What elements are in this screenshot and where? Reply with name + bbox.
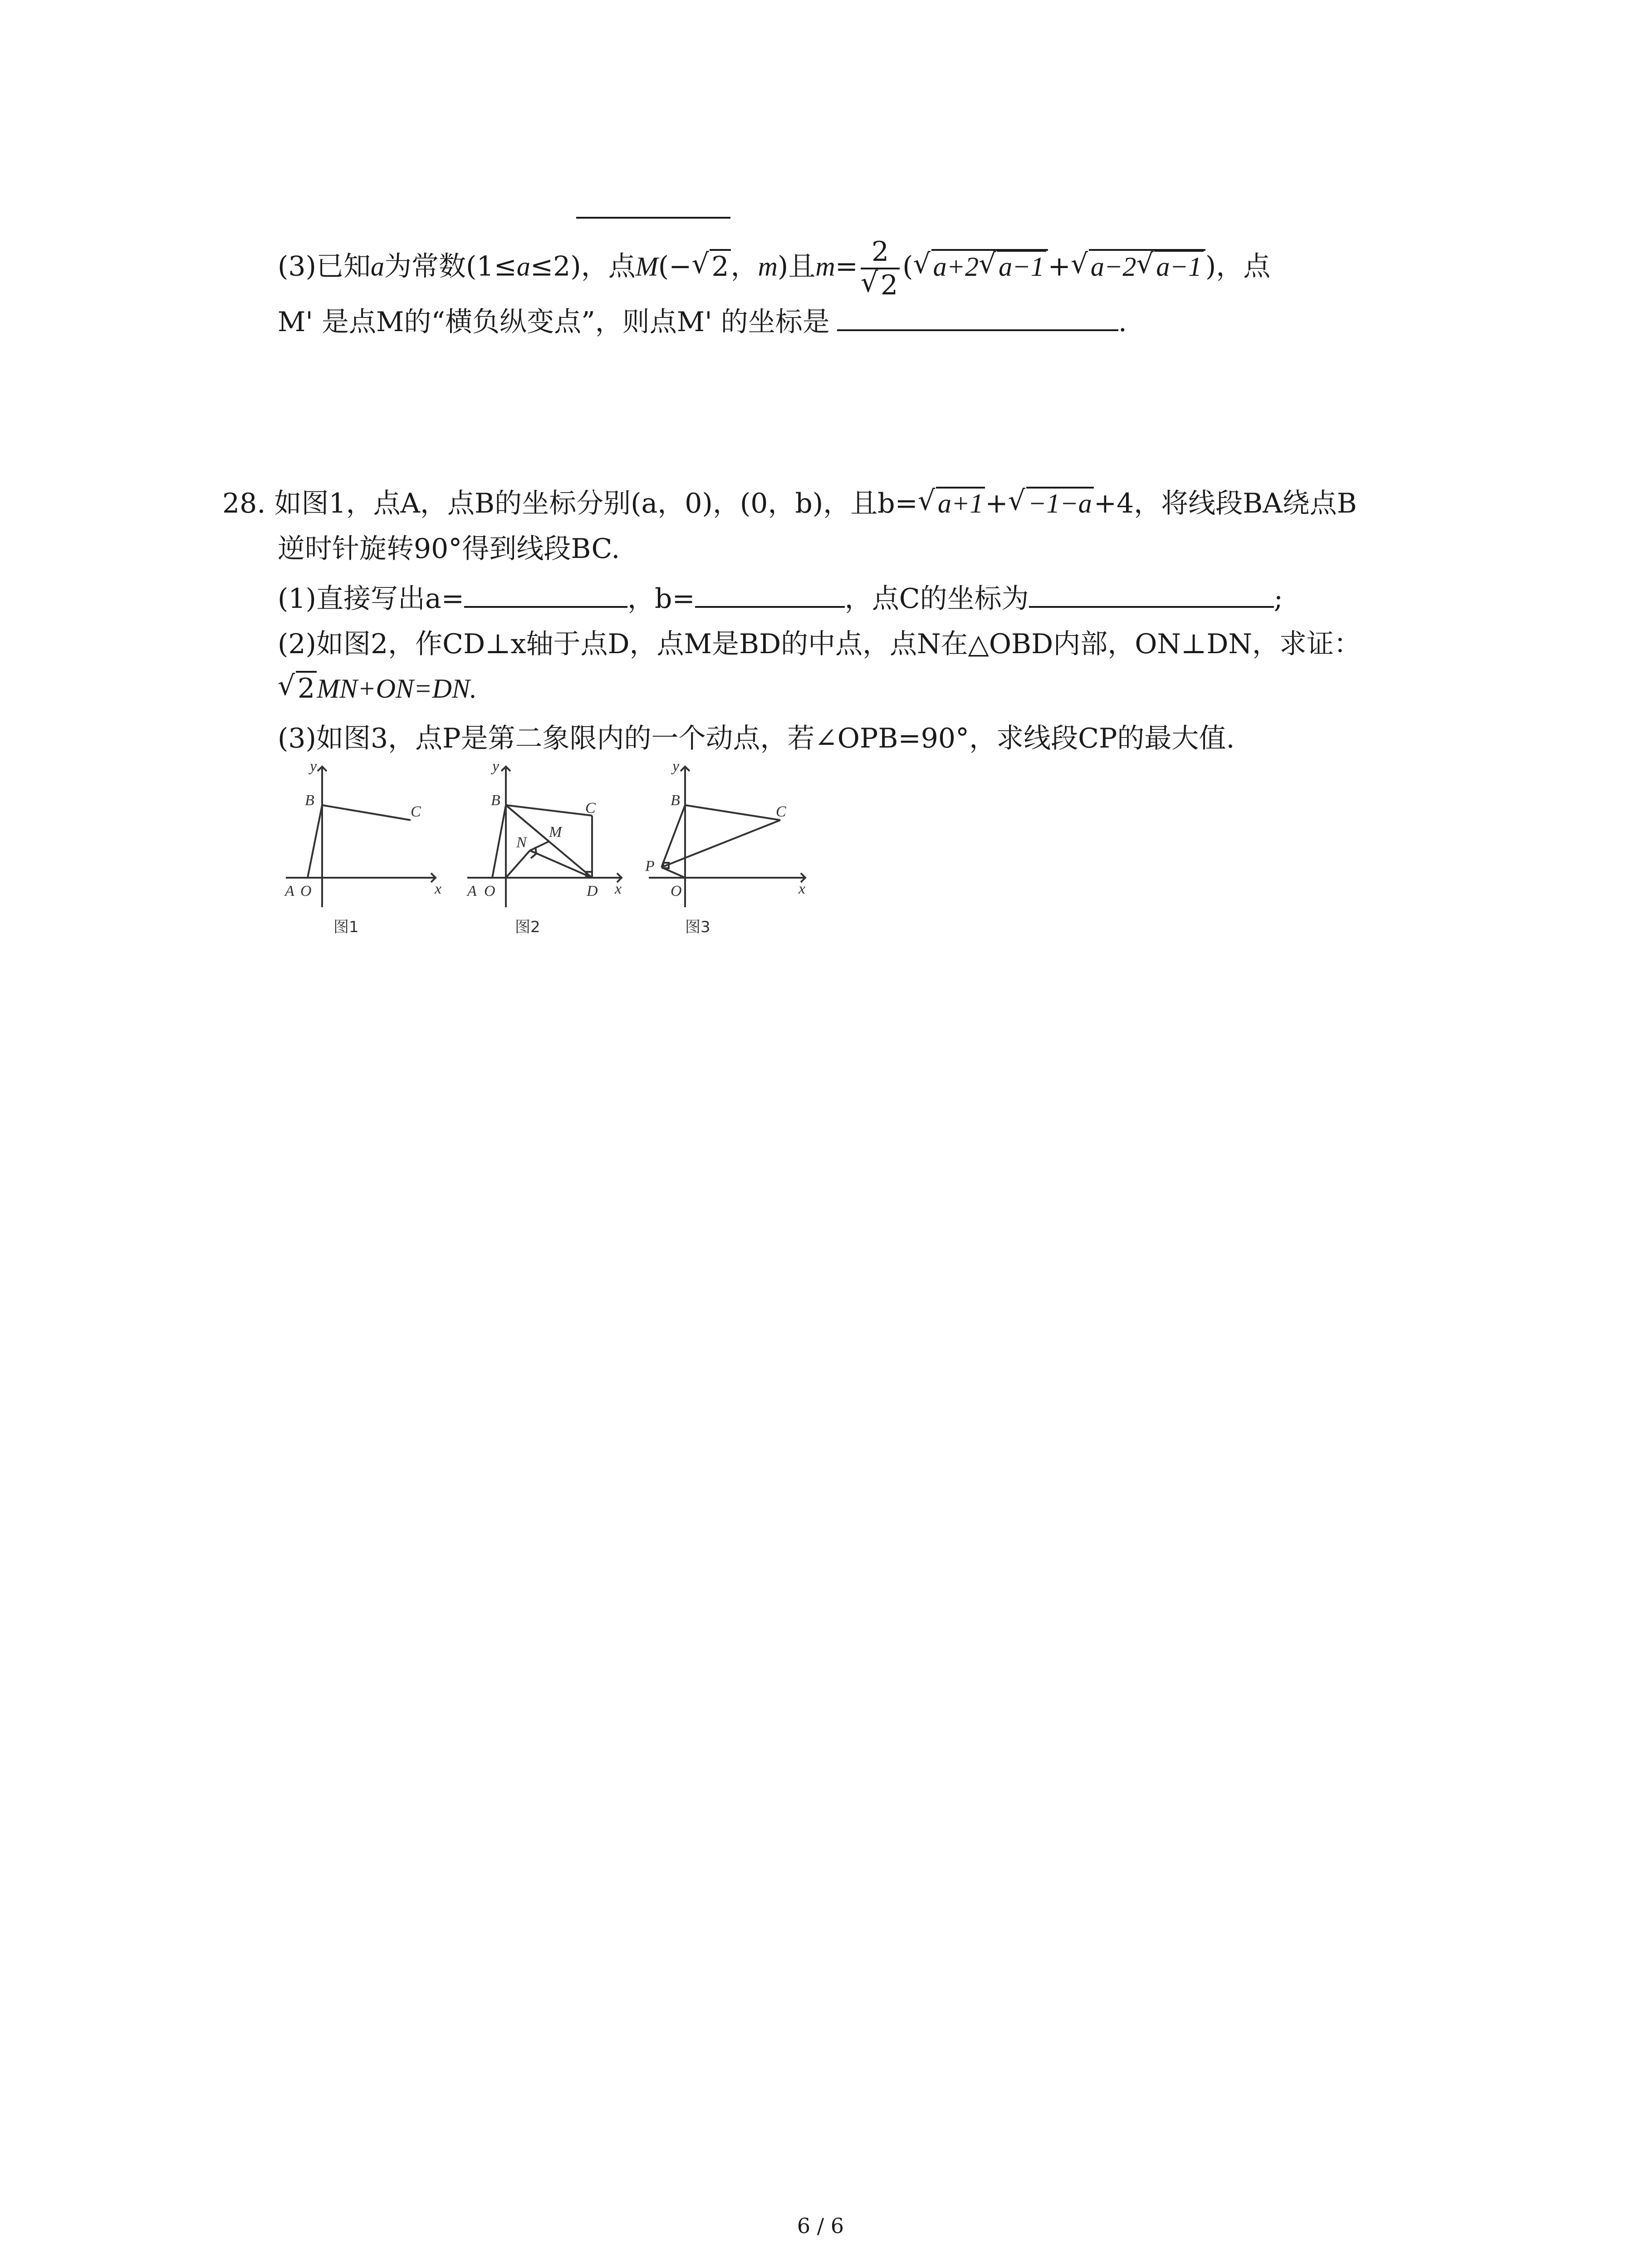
var-a: a [516,251,530,282]
text: ≤2)，点 [530,250,636,283]
caption-fig1: 图1 [333,918,359,936]
text: (3)如图3，点P是第二象限内的一个动点，若∠OPB=90°，求线段CP的最大值. [278,723,1235,754]
sqrt-neg1-minus-a: √ −1−a [1008,485,1094,522]
text: 为常数(1≤ [384,250,517,283]
text: . [1118,306,1127,338]
text: )且 [777,250,816,283]
q28-part3 [278,720,1234,757]
q28-part1 [278,581,1283,617]
text: 逆时针旋转90°得到线段BC. [278,533,620,565]
overline-bar [576,217,730,219]
sqrt-a-plus-1: √ a+1 [918,485,985,522]
q27-part3-line1 [278,236,1270,301]
label-c: C [411,803,421,820]
text: + [985,488,1008,519]
sqrt-two: √ 2 [691,249,730,285]
answer-blank[interactable] [837,304,1118,331]
figure-3 [640,758,821,939]
fraction: 2 √ 2 [861,236,900,301]
answer-blank-b[interactable] [695,581,845,608]
sqrt-two: √ 2 [278,670,317,707]
text: (2)如图2，作CD⊥x轴于点D，点M是BD的中点，点N在△OBD内部，ON⊥DN，求证： [278,628,1361,660]
var-a: a [371,251,384,282]
q28-part2-line1 [278,626,1361,662]
label-m: M [549,824,562,841]
label-c: C [585,800,596,816]
label-b: B [491,792,500,809]
var-m: m [758,251,778,282]
text: ，点C的坐标为 [844,583,1029,615]
label-y: y [310,758,317,775]
label-o: O [671,883,682,899]
var-m: m [815,251,835,282]
text: ( [902,250,913,283]
text: 如图1，点A，点B的坐标分别(a，0)，(0，b)，且b= [274,488,918,519]
label-x: x [615,880,622,897]
label-y: y [492,758,500,775]
label-a: A [467,883,477,899]
label-o: O [300,883,312,899]
q28-part2-line2 [278,670,477,707]
text: = [835,250,858,283]
caption-fig2: 图2 [515,918,540,936]
text: + [1048,250,1071,283]
text: ， [730,250,758,283]
question-number: 28. [222,488,266,519]
label-b: B [671,792,680,809]
label-p: P [645,858,655,875]
label-b: B [305,792,314,809]
figure-1 [272,758,445,939]
label-x: x [798,880,806,897]
text: +4，将线段BA绕点B [1093,488,1357,519]
label-n: N [516,834,527,851]
figure-2 [458,758,631,939]
text: (3)已知 [278,250,371,283]
label-y: y [672,758,680,775]
answer-blank-c[interactable] [1029,581,1274,608]
text: )，点 [1205,250,1271,283]
sqrt-expr-1: √ a+2 √ a−1 [913,249,1048,285]
label-o: O [484,883,495,899]
point-m: M [635,251,658,282]
q28-line2 [278,531,620,567]
label-c: C [776,803,786,820]
text: ，b= [627,583,695,615]
q28-line1 [222,485,1357,522]
text: (1)直接写出a= [278,583,465,615]
label-x: x [435,880,442,897]
label-d: D [587,883,598,899]
sqrt-expr-2: √ a−2 √ a−1 [1071,249,1205,285]
page-number: 6 / 6 [797,2214,844,2238]
label-a: A [285,883,294,899]
q27-part3-line2 [278,304,1127,340]
caption-fig3: 图3 [685,918,710,936]
text: ; [1274,583,1283,615]
answer-blank-a[interactable] [464,581,627,608]
text: MN+ON=DN. [317,674,477,704]
text: M' 是点M的“横负纵变点”，则点M' 的坐标是 [278,306,830,338]
text: (− [658,250,692,283]
